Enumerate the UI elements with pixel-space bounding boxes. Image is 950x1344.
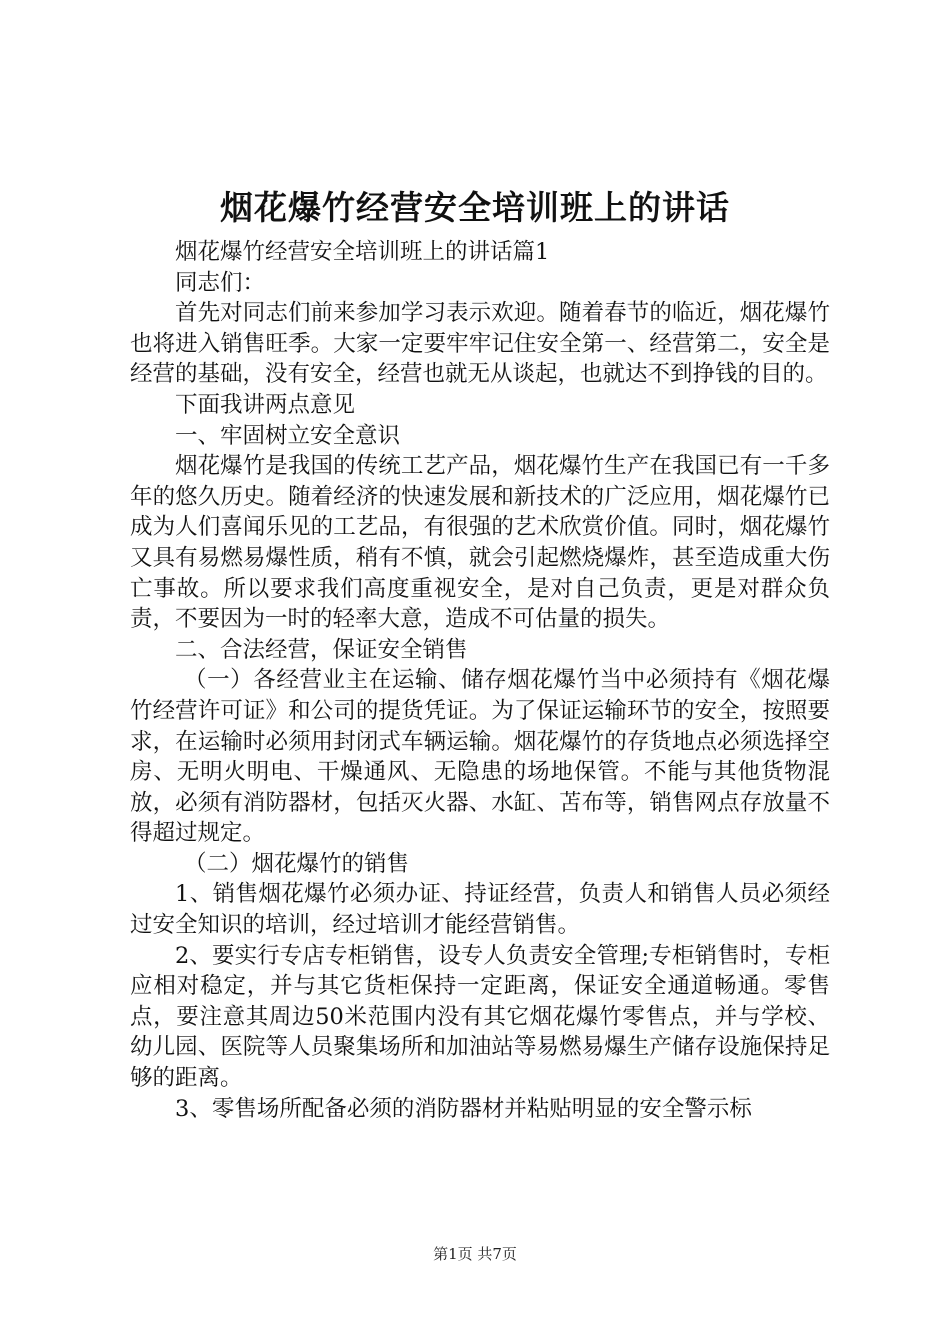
subsection-heading-sales: （二）烟花爆竹的销售 [184, 850, 410, 877]
paragraph-safety-awareness: 烟花爆竹是我国的传统工艺产品，烟花爆竹生产在我国已有一千多年的悠久历史。随着经济的快速发展和新技术的广泛应用，烟花爆竹已成为人们喜闻乐见的工艺品，有很强的艺术欣赏价值。同时，烟花爆竹又具有易燃易爆性质，稍有不慎，就会引起燃烧爆炸，甚至造成重大伤亡事故。所以要求我们高度重视安全，是对自己负责，更是对群众负责，不要因为一时的轻率大意，造成不可估量的损失。 [130, 453, 830, 633]
section-heading-2: 二、合法经营，保证安全销售 [175, 636, 468, 663]
paragraph-subtitle: 烟花爆竹经营安全培训班上的讲话篇1 [175, 239, 550, 265]
paragraph-intro: 首先对同志们前来参加学习表示欢迎。随着春节的临近，烟花爆竹也将进入销售旺季。大家一定要牢牢记住安全第一、经营第二，安全是经营的基础，没有安全，经营也就无从谈起，也就达不到挣钱的目的。 [130, 300, 830, 388]
paragraph-sales-item-1: 1、销售烟花爆竹必须办证、持证经营，负责人和销售人员必须经过安全知识的培训，经过培训才能经营销售。 [130, 881, 830, 939]
document-title: 烟花爆竹经营安全培训班上的讲话 [220, 188, 730, 227]
document-body [130, 237, 830, 1124]
paragraph-opinions-lead: 下面我讲两点意见 [175, 391, 356, 418]
paragraph-sales-item-2: 2、要实行专店专柜销售，设专人负责安全管理;专柜销售时，专柜应相对稳定，并与其它货柜保持一定距离，保证安全通道畅通。零售点，要注意其周边50米范围内没有其它烟花爆竹零售点，并与学校、幼儿园、医院等人员聚集场所和加油站等易燃易爆生产储存设施保持足够的距离。 [130, 942, 830, 1092]
paragraph-sales-item-3: 3、零售场所配备必须的消防器材并粘贴明显的安全警示标 [175, 1095, 752, 1122]
page-indicator: 第1页 共7页 [433, 1245, 517, 1263]
paragraph-transport-storage: （一）各经营业主在运输、储存烟花爆竹当中必须持有《烟花爆竹经营许可证》和公司的提货凭证。为了保证运输环节的安全，按照要求，在运输时必须用封闭式车辆运输。烟花爆竹的存货地点必须选择空房、无明火明电、干燥通风、无隐患的场地保管。不能与其他货物混放，必须有消防器材，包括灭火器、水缸、苫布等，销售网点存放量不得超过规定。 [130, 667, 830, 847]
paragraph-salutation: 同志们： [175, 269, 266, 296]
section-heading-1: 一、牢固树立安全意识 [175, 422, 401, 449]
